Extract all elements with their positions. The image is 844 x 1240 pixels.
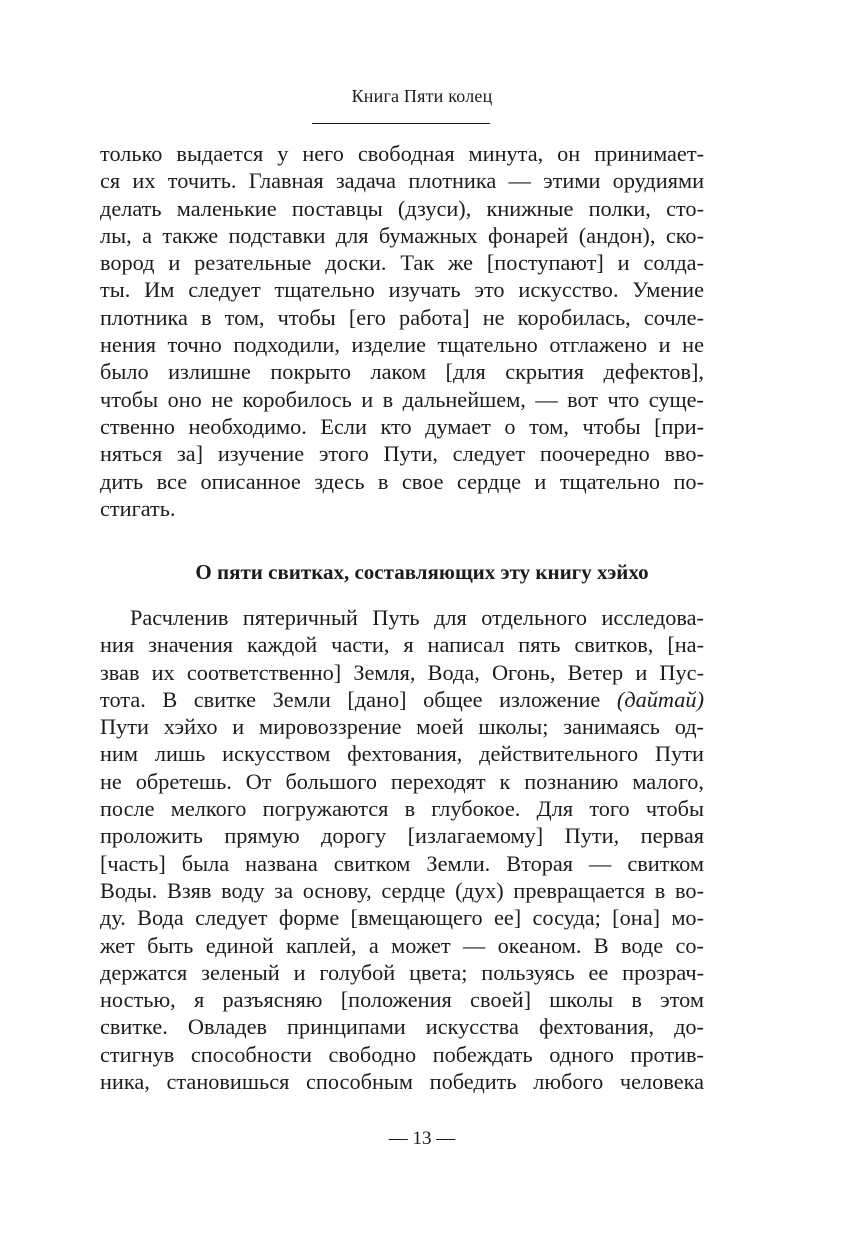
- running-head: Книга Пяти колец: [351, 86, 493, 106]
- text-line: ты. Им следует тщательно изучать это искусство. Умение: [100, 277, 704, 303]
- text-line: делать маленькие поставцы (дзуси), книжные полки, сто-: [100, 195, 704, 221]
- text-line: ника, становишься способным победить любого человека: [100, 1069, 704, 1095]
- text-line: няться за] изучение этого Пути, следует поочередно вво-: [100, 441, 704, 467]
- text-line: ственно необходимо. Если кто думает о том, чтобы [при-: [100, 413, 704, 439]
- text-line: [часть] была названа свитком Земли. Вторая — свитком: [100, 850, 704, 876]
- text-line: проложить прямую дорогу [излагаемому] Пути, первая: [100, 823, 704, 849]
- text-line: после мелкого погружаются в глубокое. Для того чтобы: [100, 796, 704, 822]
- text-line: звав их соответственно] Земля, Вода, Огонь, Ветер и Пус-: [100, 659, 704, 685]
- text-line: Воды. Взяв воду за основу, сердце (дух) превращается в во-: [100, 877, 704, 903]
- paragraph-five-scrolls: [100, 604, 704, 1095]
- text-line: нения точно подходили, изделие тщательно отглажено и не: [100, 332, 704, 358]
- text-line: только выдается у него свободная минута, он принимает-: [100, 141, 704, 166]
- text-fragment: тота. В свитке Земли [дано] общее изложение: [100, 686, 601, 712]
- text-line: держатся зеленый и голубой цвета; пользуясь ее прозрач-: [100, 959, 704, 985]
- section-heading: О пяти свитках, составляющих эту книгу хэйхо: [195, 560, 649, 584]
- text-line: свитке. Овладев принципами искусства фехтования, до-: [100, 1014, 704, 1040]
- text-line: чтобы оно не коробилось и в дальнейшем, — вот что суще-: [100, 386, 704, 412]
- text-line: вород и резательные доски. Так же [поступают] и солда-: [100, 250, 704, 276]
- text-line: ния значения каждой части, я написал пять свитков, [на-: [100, 632, 704, 658]
- text-line: ся их точить. Главная задача плотника — этими орудиями: [100, 168, 704, 194]
- paragraph-carpentry: [100, 140, 704, 522]
- page-number: — 13 —: [388, 1128, 456, 1149]
- text-line: дить все описанное здесь в свое сердце и тщательно по-: [100, 468, 704, 494]
- text-line-with-term: [100, 686, 704, 713]
- text-line: плотника в том, чтобы [его работа] не коробилась, сочле-: [100, 304, 704, 330]
- text-line: стигнув способности свободно побеждать одного против-: [100, 1041, 704, 1067]
- text-line: не обретешь. От большого переходят к познанию малого,: [100, 768, 704, 794]
- text-line: стигать.: [100, 495, 176, 521]
- text-line: лы, а также подставки для бумажных фонарей (андон), ско-: [100, 222, 704, 248]
- text-line: было излишне покрыто лаком [для скрытия дефектов],: [100, 359, 704, 385]
- text-line: жет быть единой каплей, а может — океаном. В воде со-: [100, 932, 704, 958]
- header-rule-divider: [312, 123, 490, 124]
- italic-term: (дайтай): [616, 686, 704, 712]
- text-line: Расчленив пятеричный Путь для отдельного исследова-: [130, 605, 704, 630]
- text-line: ностью, я разъясняю [положения своей] школы в этом: [100, 987, 704, 1013]
- text-line: ним лишь искусством фехтования, действительного Пути: [100, 741, 704, 767]
- text-line: ду. Вода следует форме [вмещающего ее] сосуда; [она] мо-: [100, 905, 704, 931]
- text-line: Пути хэйхо и мировоззрение моей школы; занимаясь од-: [100, 714, 704, 740]
